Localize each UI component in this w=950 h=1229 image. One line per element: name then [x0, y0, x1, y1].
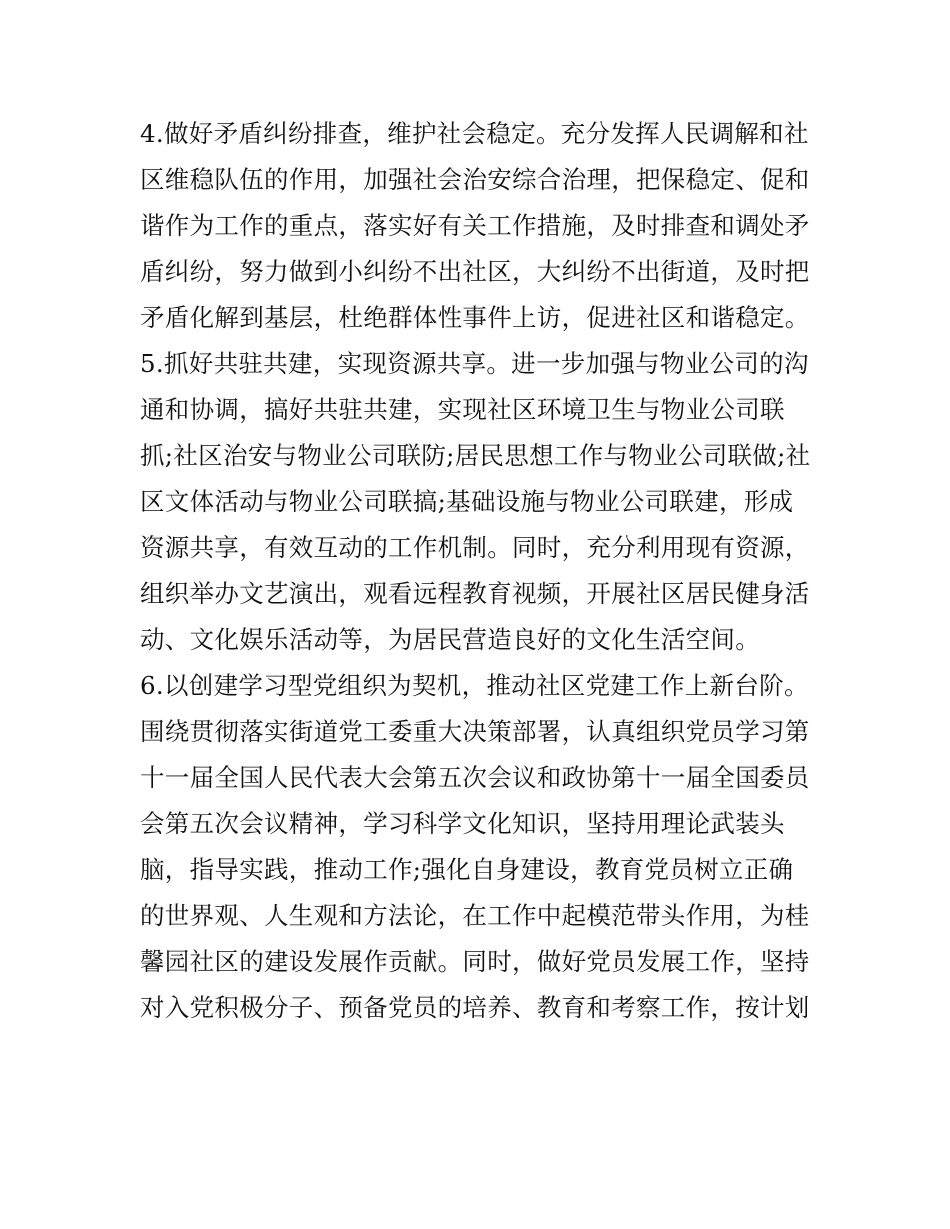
text-line: 4.做好矛盾纠纷排查，维护社会稳定。充分发挥人民调解和社: [140, 119, 809, 148]
text-line: 对入党积极分子、预备党员的培养、教育和考察工作，按计划: [140, 993, 810, 1022]
text-line: 区维稳队伍的作用，加强社会治安综合治理，把保稳定、促和: [140, 165, 810, 194]
text-line: 的世界观、人生观和方法论，在工作中起模范带头作用，为桂: [140, 901, 810, 930]
text-line: 矛盾化解到基层，杜绝群体性事件上访，促进社区和谐稳定。: [140, 303, 810, 332]
text-line: 谐作为工作的重点，落实好有关工作措施，及时排查和调处矛: [140, 211, 810, 240]
text-line: 围绕贯彻落实街道党工委重大决策部署，认真组织党员学习第: [140, 717, 810, 746]
text-line: 脑，指导实践，推动工作;强化自身建设，教育党员树立正确: [140, 855, 794, 884]
text-line: 馨园社区的建设发展作贡献。同时，做好党员发展工作，坚持: [140, 947, 810, 976]
text-line: 动、文化娱乐活动等，为居民营造良好的文化生活空间。: [140, 625, 760, 654]
text-line: 盾纠纷，努力做到小纠纷不出社区，大纠纷不出街道，及时把: [140, 257, 810, 286]
text-line: 区文体活动与物业公司联搞;基础设施与物业公司联建，形成: [140, 487, 794, 516]
text-line: 会第五次会议精神，学习科学文化知识，坚持用理论武装头: [140, 809, 785, 838]
text-line: 十一届全国人民代表大会第五次会议和政协第十一届全国委员: [140, 763, 810, 792]
text-line: 6.以创建学习型党组织为契机，推动社区党建工作上新台阶。: [140, 671, 809, 700]
text-line: 组织举办文艺演出，观看远程教育视频，开展社区居民健身活: [140, 579, 810, 608]
text-line: 通和协调，搞好共驻共建，实现社区环境卫生与物业公司联: [140, 395, 785, 424]
text-line: 5.抓好共驻共建，实现资源共享。进一步加强与物业公司的沟: [140, 349, 809, 378]
text-line: 资源共享，有效互动的工作机制。同时，充分利用现有资源，: [140, 533, 810, 562]
document-body: [140, 111, 820, 1031]
text-line: 抓;社区治安与物业公司联防;居民思想工作与物业公司联做;社: [140, 441, 811, 470]
